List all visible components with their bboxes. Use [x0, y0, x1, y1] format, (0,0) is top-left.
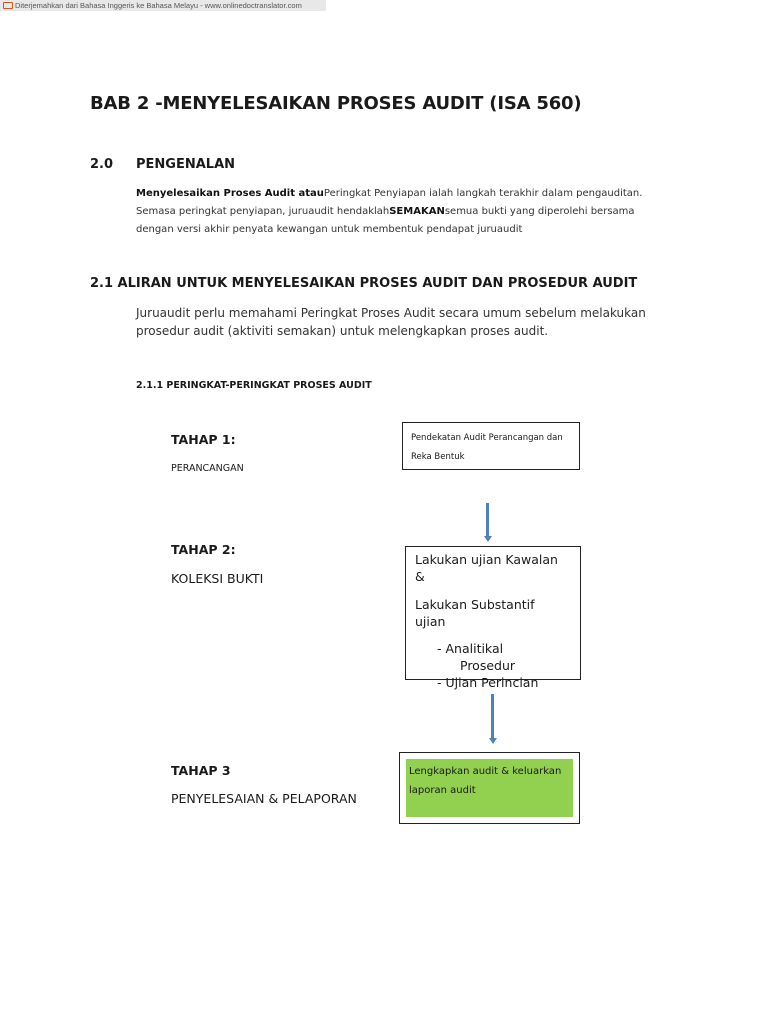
stage-2-bullet-1a: - Analitikal: [437, 641, 504, 656]
banner-text: Diterjemahkan dari Bahasa Inggeris ke Bahasa Melayu - www.onlinedoctranslator.com: [15, 1, 302, 10]
subsection-title-stages: 2.1.1 PERINGKAT-PERINGKAT PROSES AUDIT: [136, 380, 372, 391]
stage-2-title: TAHAP 2:: [171, 542, 236, 557]
section-number: 2.0: [90, 157, 114, 172]
flow-paragraph: Juruaudit perlu memahami Peringkat Proses Audit secara umum sebelum melakukan prosedur audit (aktiviti semakan) untuk melengkapkan proses audit.: [136, 306, 646, 338]
stage-2-subtitle: KOLEKSI BUKTI: [171, 571, 264, 586]
chapter-title: BAB 2 -MENYELESAIKAN PROSES AUDIT (ISA 560): [90, 93, 582, 114]
stage-3-subtitle: PENYELESAIAN & PELAPORAN: [171, 791, 357, 806]
stage-2-bullet-2: - Ujian Perincian: [437, 675, 539, 690]
stage-2-bullet-1b: Prosedur: [460, 658, 516, 673]
stage-1-box: [402, 422, 580, 470]
arrow-head-1-icon: [484, 536, 492, 542]
stage-2-box: [405, 546, 581, 690]
intro-text-2: semua bukti yang diperolehi bersama dengan versi akhir penyata kewangan untuk membentuk pendapat juruaudit: [136, 206, 635, 235]
stage-3-box-text: Lengkapkan audit & keluarkan laporan audit: [409, 766, 562, 796]
intro-bold-2: SEMAKAN: [389, 206, 445, 217]
flow-arrow-2: [491, 694, 494, 738]
stage-1-subtitle: PERANCANGAN: [171, 463, 244, 474]
document-icon: [3, 2, 13, 9]
stage-1-box-text: Pendekatan Audit Perancangan dan Reka Bentuk: [411, 433, 563, 462]
stage-3-highlight: [406, 759, 573, 817]
arrow-head-2-icon: [489, 738, 497, 744]
stage-1-title: TAHAP 1:: [171, 432, 236, 447]
stage-2-box-line1: Lakukan ujian Kawalan &: [415, 552, 558, 584]
intro-text-1: Peringkat Penyiapan ialah langkah terakhir dalam pengauditan. Semasa peringkat penyiapan, juruaudit hendaklah: [136, 188, 643, 217]
section-title-intro: PENGENALAN: [136, 157, 236, 172]
stage-3-title: TAHAP 3: [171, 763, 231, 778]
section-title-flow: 2.1 ALIRAN UNTUK MENYELESAIKAN PROSES AUDIT DAN PROSEDUR AUDIT: [90, 276, 638, 291]
stage-3-box: [399, 752, 580, 824]
intro-bold-1: Menyelesaikan Proses Audit atau: [136, 188, 324, 199]
flow-arrow-1: [486, 503, 489, 536]
translation-banner[interactable]: [0, 0, 326, 11]
stage-2-box-line2: Lakukan Substantif ujian: [415, 597, 535, 629]
intro-paragraph: [136, 185, 656, 239]
